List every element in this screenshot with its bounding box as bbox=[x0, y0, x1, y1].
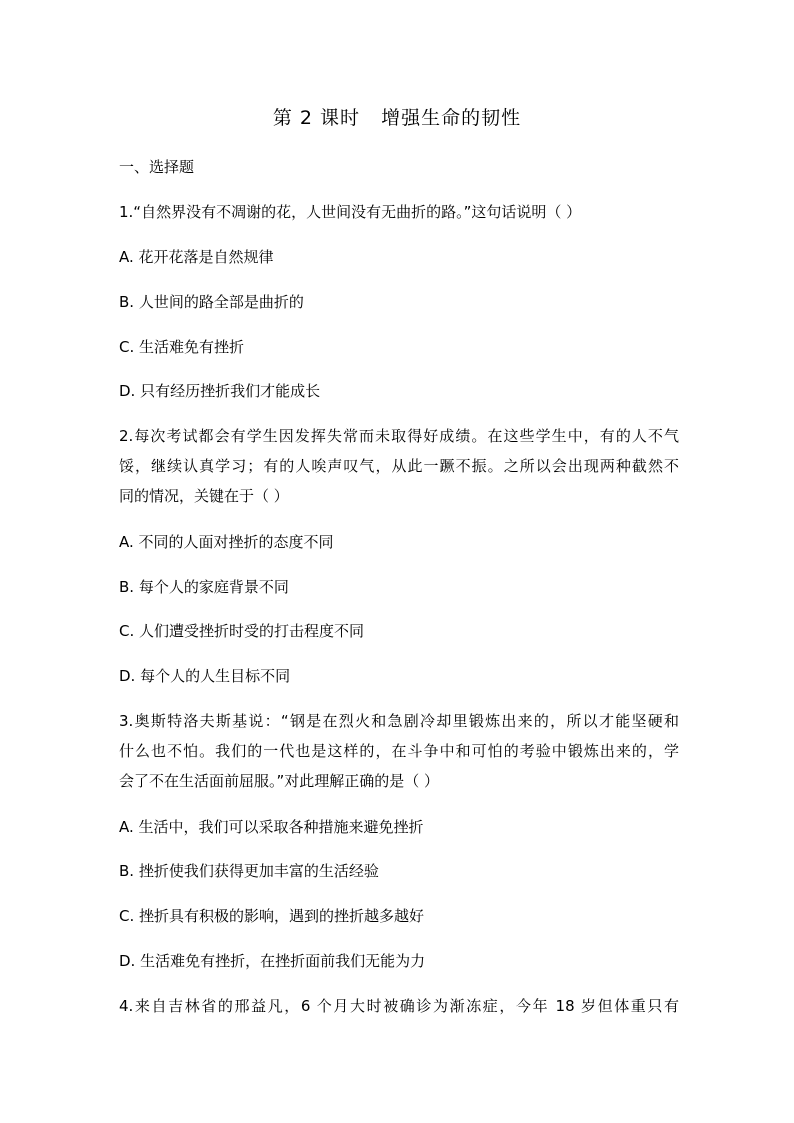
question-1-option-b: B. 人世间的路全部是曲折的 bbox=[119, 293, 304, 311]
section-heading: 一、选择题 bbox=[119, 158, 195, 176]
question-3-stem-line-1: 3.奥斯特洛夫斯基说：“钢是在烈火和急剧冷却里锻炼出来的，所以才能坚硬和 bbox=[119, 712, 679, 730]
question-2-stem-line-3: 同的情况，关键在于（ ） bbox=[119, 487, 289, 505]
question-2-option-d: D. 每个人的人生目标不同 bbox=[119, 667, 291, 685]
question-1-stem: 1.“自然界没有不凋谢的花，人世间没有无曲折的路。”这句话说明（ ） bbox=[119, 203, 582, 221]
question-2-option-a: A. 不同的人面对挫折的态度不同 bbox=[119, 533, 334, 551]
question-2-option-b: B. 每个人的家庭背景不同 bbox=[119, 578, 289, 596]
question-3-option-d: D. 生活难免有挫折，在挫折面前我们无能为力 bbox=[119, 952, 426, 970]
question-1-option-a: A. 花开花落是自然规律 bbox=[119, 248, 274, 266]
question-3-option-b: B. 挫折使我们获得更加丰富的生活经验 bbox=[119, 862, 379, 880]
question-3-stem-line-3: 会了不在生活面前屈服。”对此理解正确的是（ ） bbox=[119, 772, 440, 790]
question-2-stem-line-2: 馁，继续认真学习；有的人唉声叹气，从此一蹶不振。之所以会出现两种截然不 bbox=[119, 457, 679, 475]
question-3-option-c: C. 挫折具有积极的影响，遇到的挫折越多越好 bbox=[119, 907, 425, 925]
question-2-option-c: C. 人们遭受挫折时受的打击程度不同 bbox=[119, 622, 365, 640]
question-4-stem-line-1: 4.来自吉林省的邢益凡，6 个月大时被确诊为渐冻症，今年 18 岁但体重只有 bbox=[119, 997, 679, 1015]
question-3-option-a: A. 生活中，我们可以采取各种措施来避免挫折 bbox=[119, 818, 424, 836]
question-2-stem-line-1: 2.每次考试都会有学生因发挥失常而未取得好成绩。在这些学生中，有的人不气 bbox=[119, 427, 679, 445]
question-3-stem-line-2: 什么也不怕。我们的一代也是这样的，在斗争中和可怕的考验中锻炼出来的，学 bbox=[119, 742, 679, 760]
page-title: 第 2 课时 增强生命的韧性 bbox=[272, 107, 522, 129]
question-1-option-d: D. 只有经历挫折我们才能成长 bbox=[119, 382, 321, 400]
question-1-option-c: C. 生活难免有挫折 bbox=[119, 338, 245, 356]
